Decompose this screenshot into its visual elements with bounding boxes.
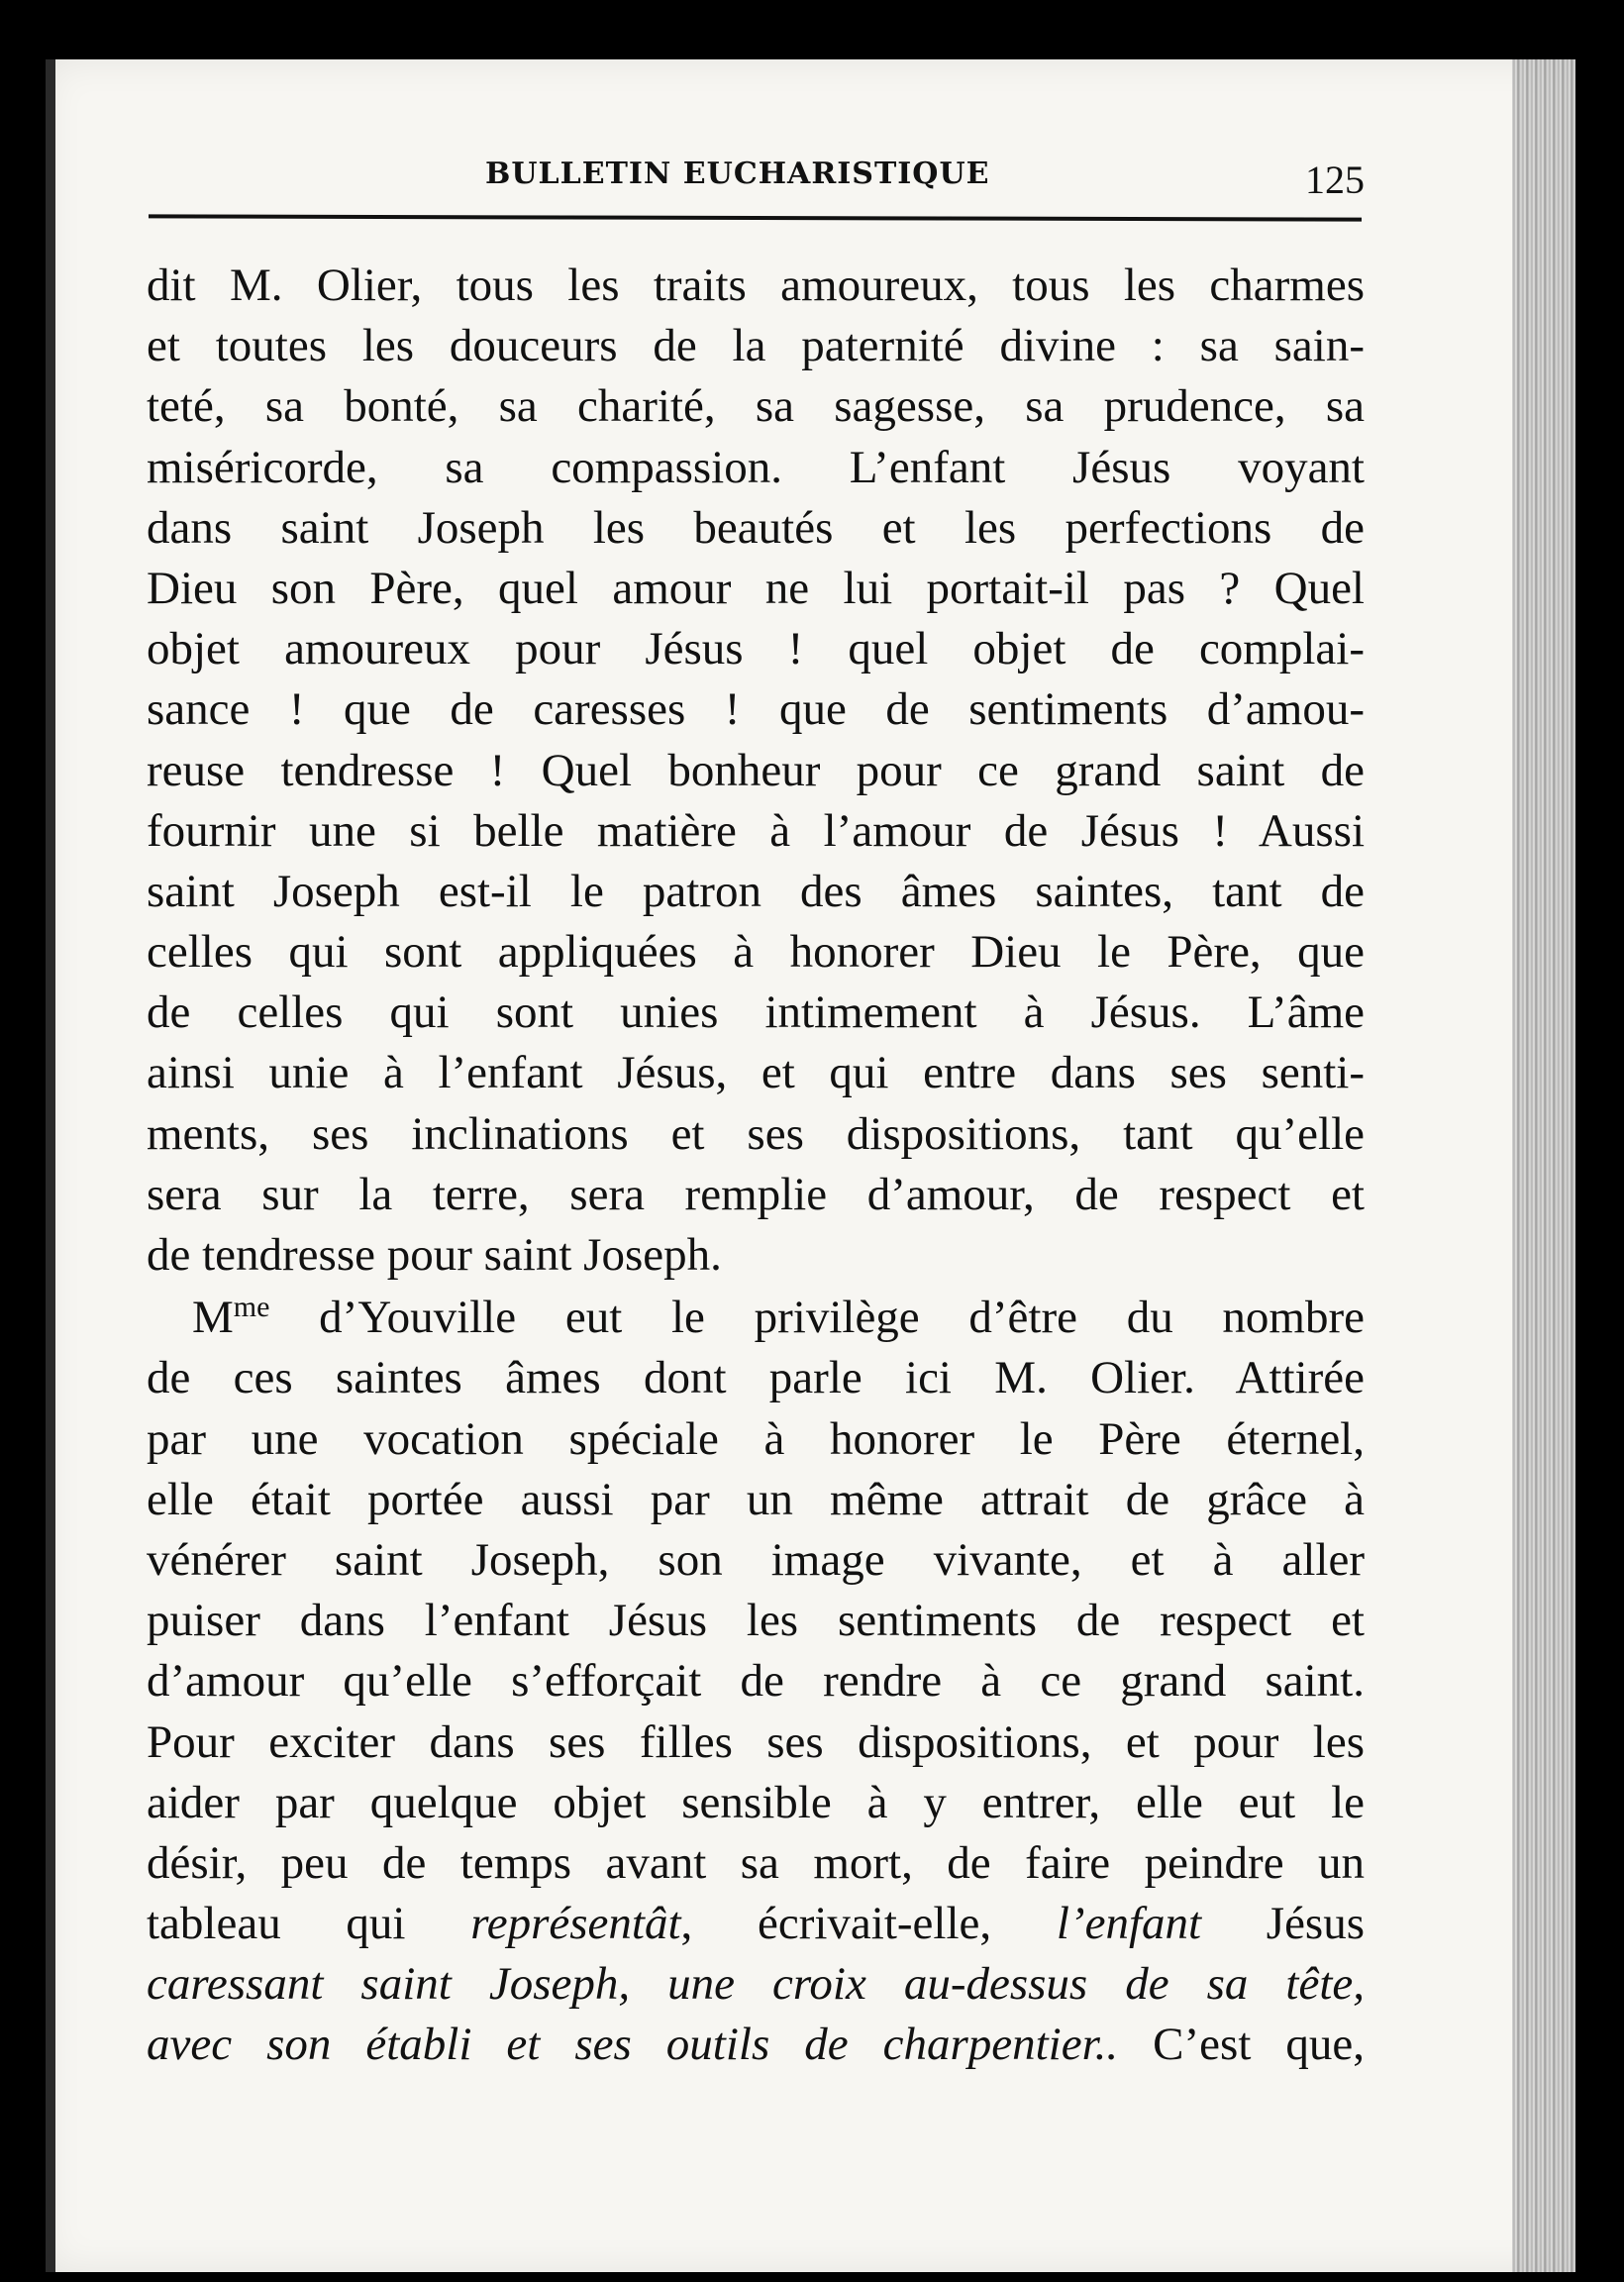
text-line: ments, ses inclinations et ses dispositions, tant qu’elle (147, 1107, 1365, 1160)
italic-segment: caressant saint Joseph, une croix au-dessus de sa tête, (147, 1958, 1365, 2011)
text-segment: tableau qui (147, 1898, 471, 1950)
text-line: reuse tendresse ! Quel bonheur pour ce grand saint de (147, 744, 1365, 796)
italic-segment: avec son établi et ses outils de charpentier.. (147, 2019, 1119, 2071)
text-line: teté, sa bonté, sa charité, sa sagesse, sa prudence, sa (147, 380, 1365, 433)
running-title: BULLETIN EUCHARISTIQUE (485, 156, 990, 191)
text-line: dans saint Joseph les beautés et les perfections de (147, 501, 1365, 554)
text-line-mixed (147, 1894, 1365, 1954)
italic-segment: représentât (470, 1898, 681, 1950)
text-line: sera sur la terre, sera remplie d’amour, de respect et (147, 1168, 1365, 1220)
text-line: saint Joseph est-il le patron des âmes saintes, tant de (147, 865, 1365, 917)
text-line: par une vocation spéciale à honorer le Père éternel, (147, 1412, 1365, 1465)
text-line-italic (147, 1954, 1365, 2015)
text-line: fournir une si belle matière à l’amour de Jésus ! Aussi (147, 804, 1365, 857)
text-line: elle était portée aussi par un même attrait de grâce à (147, 1473, 1365, 1525)
body-text (147, 256, 1365, 2076)
text-line: dit M. Olier, tous les traits amoureux, tous les charmes (147, 259, 1365, 311)
first-line-text: d’Youville eut le privilège d’être du nombre (269, 1292, 1365, 1344)
text-line-mixed (147, 2015, 1365, 2075)
text-line: celles qui sont appliquées à honorer Dieu le Père, que (147, 926, 1365, 979)
book-binding-edge (46, 59, 55, 2272)
text-line: désir, peu de temps avant sa mort, de faire peindre un (147, 1836, 1365, 1889)
honorific-superscript: me (233, 1291, 270, 1324)
paragraph-first-line (147, 1288, 1365, 1348)
text-line: de celles qui sont unies intimement à Jésus. L’âme (147, 986, 1365, 1039)
text-line: puiser dans l’enfant Jésus les sentiments de respect et (147, 1595, 1365, 1647)
text-line: miséricorde, sa compassion. L’enfant Jésus voyant (147, 441, 1365, 493)
text-line: ainsi unie à l’enfant Jésus, et qui entre dans ses senti- (147, 1047, 1365, 1099)
text-line: de ces saintes âmes dont parle ici M. Olier. Attirée (147, 1352, 1365, 1404)
text-segment: C’est que, (1118, 2019, 1365, 2071)
text-line: Pour exciter dans ses filles ses dispositions, et pour les (147, 1715, 1365, 1768)
text-line: aider par quelque objet sensible à y entrer, elle eut le (147, 1776, 1365, 1828)
italic-segment: l’enfant (1056, 1898, 1202, 1950)
text-segment: , écrivait-elle, (680, 1898, 1057, 1950)
text-line: Dieu son Père, quel amour ne lui portait-il pas ? Quel (147, 562, 1365, 614)
page-edges (1512, 59, 1575, 2272)
text-line: vénérer saint Joseph, son image vivante, et à aller (147, 1533, 1365, 1586)
text-line: objet amoureux pour Jésus ! quel objet de complai- (147, 623, 1365, 675)
text-line: de tendresse pour saint Joseph. (147, 1229, 722, 1281)
honorific-m: M (192, 1292, 234, 1344)
text-line: d’amour qu’elle s’efforçait de rendre à ce grand saint. (147, 1655, 1365, 1708)
text-line: sance ! que de caresses ! que de sentiments d’amou- (147, 683, 1365, 736)
text-segment: Jésus (1201, 1898, 1366, 1950)
page-number: 125 (1305, 157, 1365, 202)
text-line: et toutes les douceurs de la paternité divine : sa sain- (147, 320, 1365, 372)
